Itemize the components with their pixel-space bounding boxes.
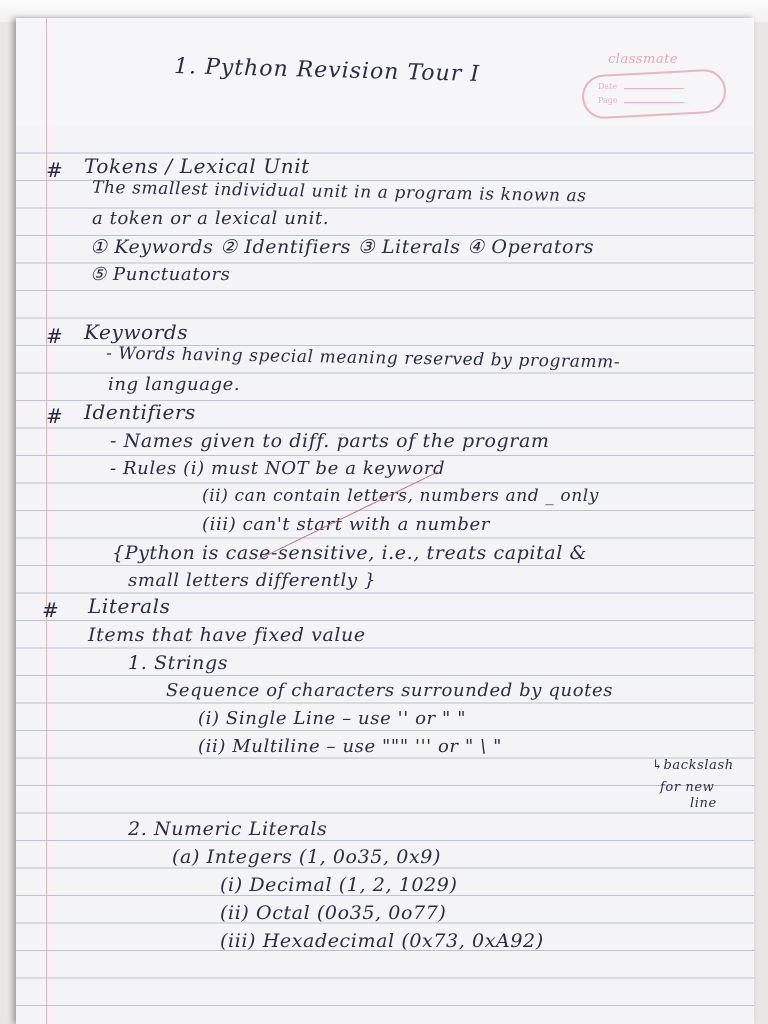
heading-tokens: Tokens / Lexical Unit [84,154,310,178]
rules-line: (iii) can't start with a number [202,514,490,535]
text-line: - Words having special meaning reserved by programm- [105,343,621,373]
heading-literals: Literals [88,594,171,618]
heading-keywords: Keywords [84,320,189,344]
rules-line: (ii) can contain letters, numbers and _ only [202,486,600,506]
notebook-page [16,18,754,1024]
text-line: ing language. [108,374,241,395]
text-line: (i) Decimal (1, 2, 1029) [220,874,458,896]
note-line: for new [660,780,715,795]
stamp-frame [581,68,727,119]
note-line: line [690,796,717,811]
section-bullet: # [42,598,60,622]
heading-identifiers: Identifiers [84,400,196,424]
text-line: Items that have fixed value [88,624,366,646]
section-bullet: # [46,158,64,182]
note-line: ↳backslash [652,758,734,773]
rules-line: - Rules (i) must NOT be a keyword [110,458,446,479]
text-line: - Names given to diff. parts of the program [110,430,550,452]
text-line: (iii) Hexadecimal (0x73, 0xA92) [220,930,544,952]
text-line: small letters differently } [128,570,377,591]
subheading-strings: 1. Strings [128,652,229,674]
section-bullet: # [46,404,64,428]
text-line: (i) Single Line – use '' or " " [198,708,467,729]
text-line: (a) Integers (1, 0o35, 0x9) [172,846,441,868]
stamp-page-label: Page [598,96,618,105]
classmate-stamp [568,52,738,132]
text-line: (ii) Multiline – use """ ''' or " \ " [198,736,503,757]
token-types-cont: ⑤ Punctuators [90,264,231,285]
subheading-numeric: 2. Numeric Literals [128,818,328,840]
text-line: (ii) Octal (0o35, 0o77) [220,902,447,924]
text-line: a token or a lexical unit. [92,208,330,229]
text-line: {Python is case-sensitive, i.e., treats capital & [112,542,588,564]
page-title: 1. Python Revision Tour I [173,53,481,88]
section-bullet: # [46,324,64,348]
text-line: The smallest individual unit in a program is known as [91,177,587,207]
token-types: ① Keywords ② Identifiers ③ Literals ④ Operators [90,236,595,258]
text-line: Sequence of characters surrounded by quotes [166,680,614,701]
stamp-date-label: Date [598,82,618,91]
stamp-brand: classmate [608,52,679,67]
